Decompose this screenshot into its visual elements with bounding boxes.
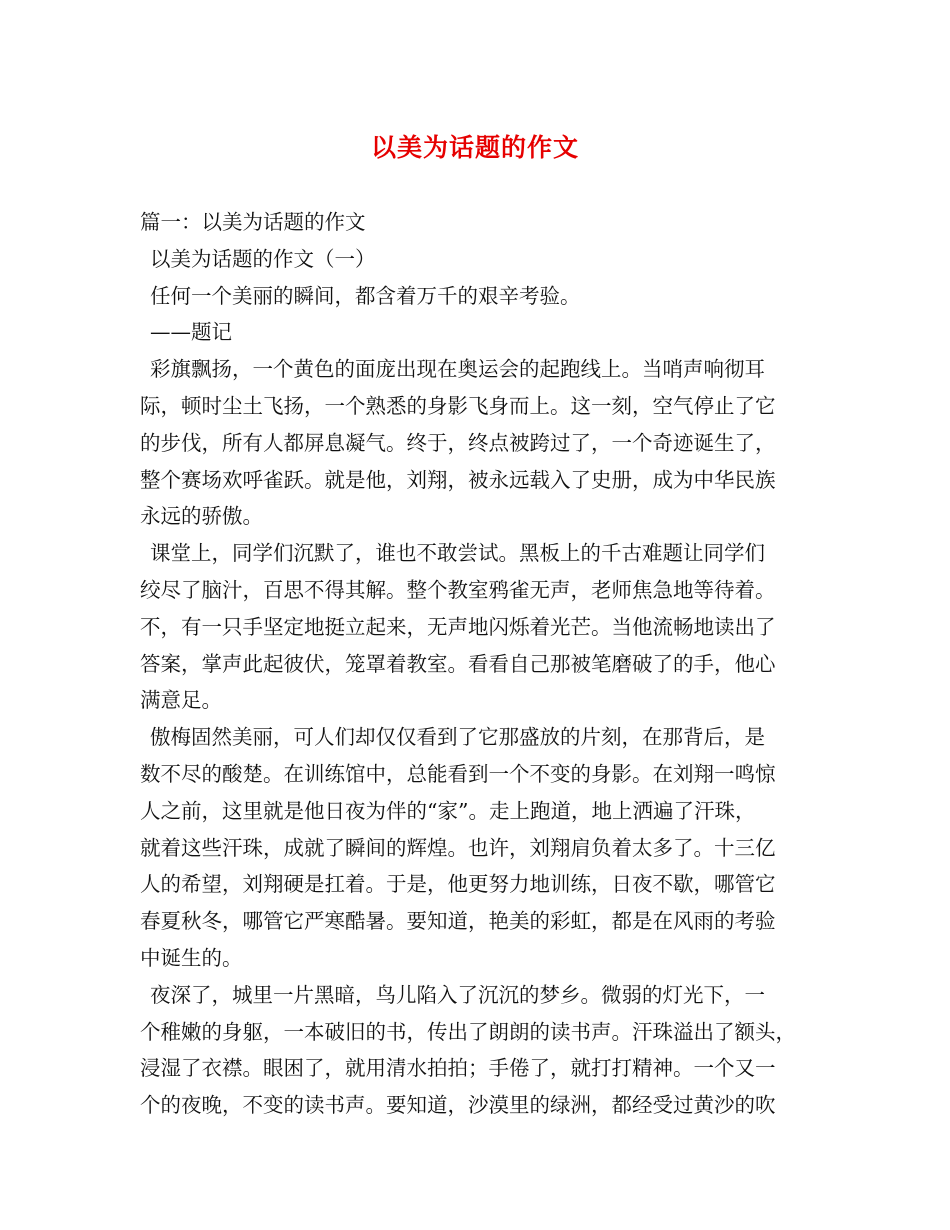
text-line: 任何一个美丽的瞬间，都含着万千的艰辛考验。 [150, 283, 581, 308]
text-line: 整个赛场欢呼雀跃。就是他，刘翔，被永远载入了史册，成为中华民族 [140, 467, 776, 492]
text-line: ——题记 [150, 320, 232, 345]
text-line: 数不尽的酸楚。在训练馆中，总能看到一个不变的身影。在刘翔一鸣惊 [140, 761, 776, 786]
text-line: 个稚嫩的身躯，一本破旧的书，传出了朗朗的读书声。汗珠溢出了额头， [140, 1019, 796, 1044]
text-line: 就着这些汗珠，成就了瞬间的辉煌。也许，刘翔肩负着太多了。十三亿 [140, 835, 776, 860]
text-line: 以美为话题的作文（一） [150, 246, 376, 271]
text-line: 彩旗飘扬，一个黄色的面庞出现在奥运会的起跑线上。当哨声响彻耳 [150, 357, 765, 382]
text-line: 际，顿时尘土飞扬，一个熟悉的身影飞身而上。这一刻，空气停止了它 [140, 393, 776, 418]
text-line: 中诞生的。 [140, 945, 243, 970]
text-line: 的步伐，所有人都屏息凝气。终于，终点被跨过了，一个奇迹诞生了， [140, 430, 776, 455]
text-line: 浸湿了衣襟。眼困了，就用清水拍拍；手倦了，就打打精神。一个又一 [140, 1056, 776, 1081]
text-line: 绞尽了脑汁，百思不得其解。整个教室鸦雀无声，老师焦急地等待着。 [140, 577, 776, 602]
text-line: 满意足。 [140, 688, 222, 713]
text-line: 春夏秋冬，哪管它严寒酷暑。要知道，艳美的彩虹，都是在风雨的考验 [140, 909, 776, 934]
text-line: 人之前，这里就是他日夜为伴的“家”。走上跑道，地上洒遍了汗珠， [140, 798, 756, 823]
text-line: 篇一：以美为话题的作文 [140, 210, 366, 234]
document-title: 以美为话题的作文 [370, 133, 579, 162]
text-line: 人的希望，刘翔硬是扛着。于是，他更努力地训练，日夜不歇，哪管它 [140, 872, 776, 897]
text-line: 傲梅固然美丽，可人们却仅仅看到了它那盛放的片刻，在那背后，是 [150, 725, 765, 750]
text-line: 夜深了，城里一片黑暗，鸟儿陷入了沉沉的梦乡。微弱的灯光下，一 [150, 982, 765, 1007]
document-body [140, 204, 818, 1124]
text-line: 课堂上，同学们沉默了，谁也不敢尝试。黑板上的千古难题让同学们 [150, 541, 765, 566]
text-line: 不，有一只手坚定地挺立起来，无声地闪烁着光芒。当他流畅地读出了 [140, 614, 776, 639]
text-line: 永远的骄傲。 [140, 504, 263, 529]
text-line: 个的夜晚，不变的读书声。要知道，沙漠里的绿洲，都经受过黄沙的吹 [140, 1093, 776, 1118]
text-line: 答案，掌声此起彼伏，笼罩着教室。看看自己那被笔磨破了的手，他心 [140, 651, 776, 676]
